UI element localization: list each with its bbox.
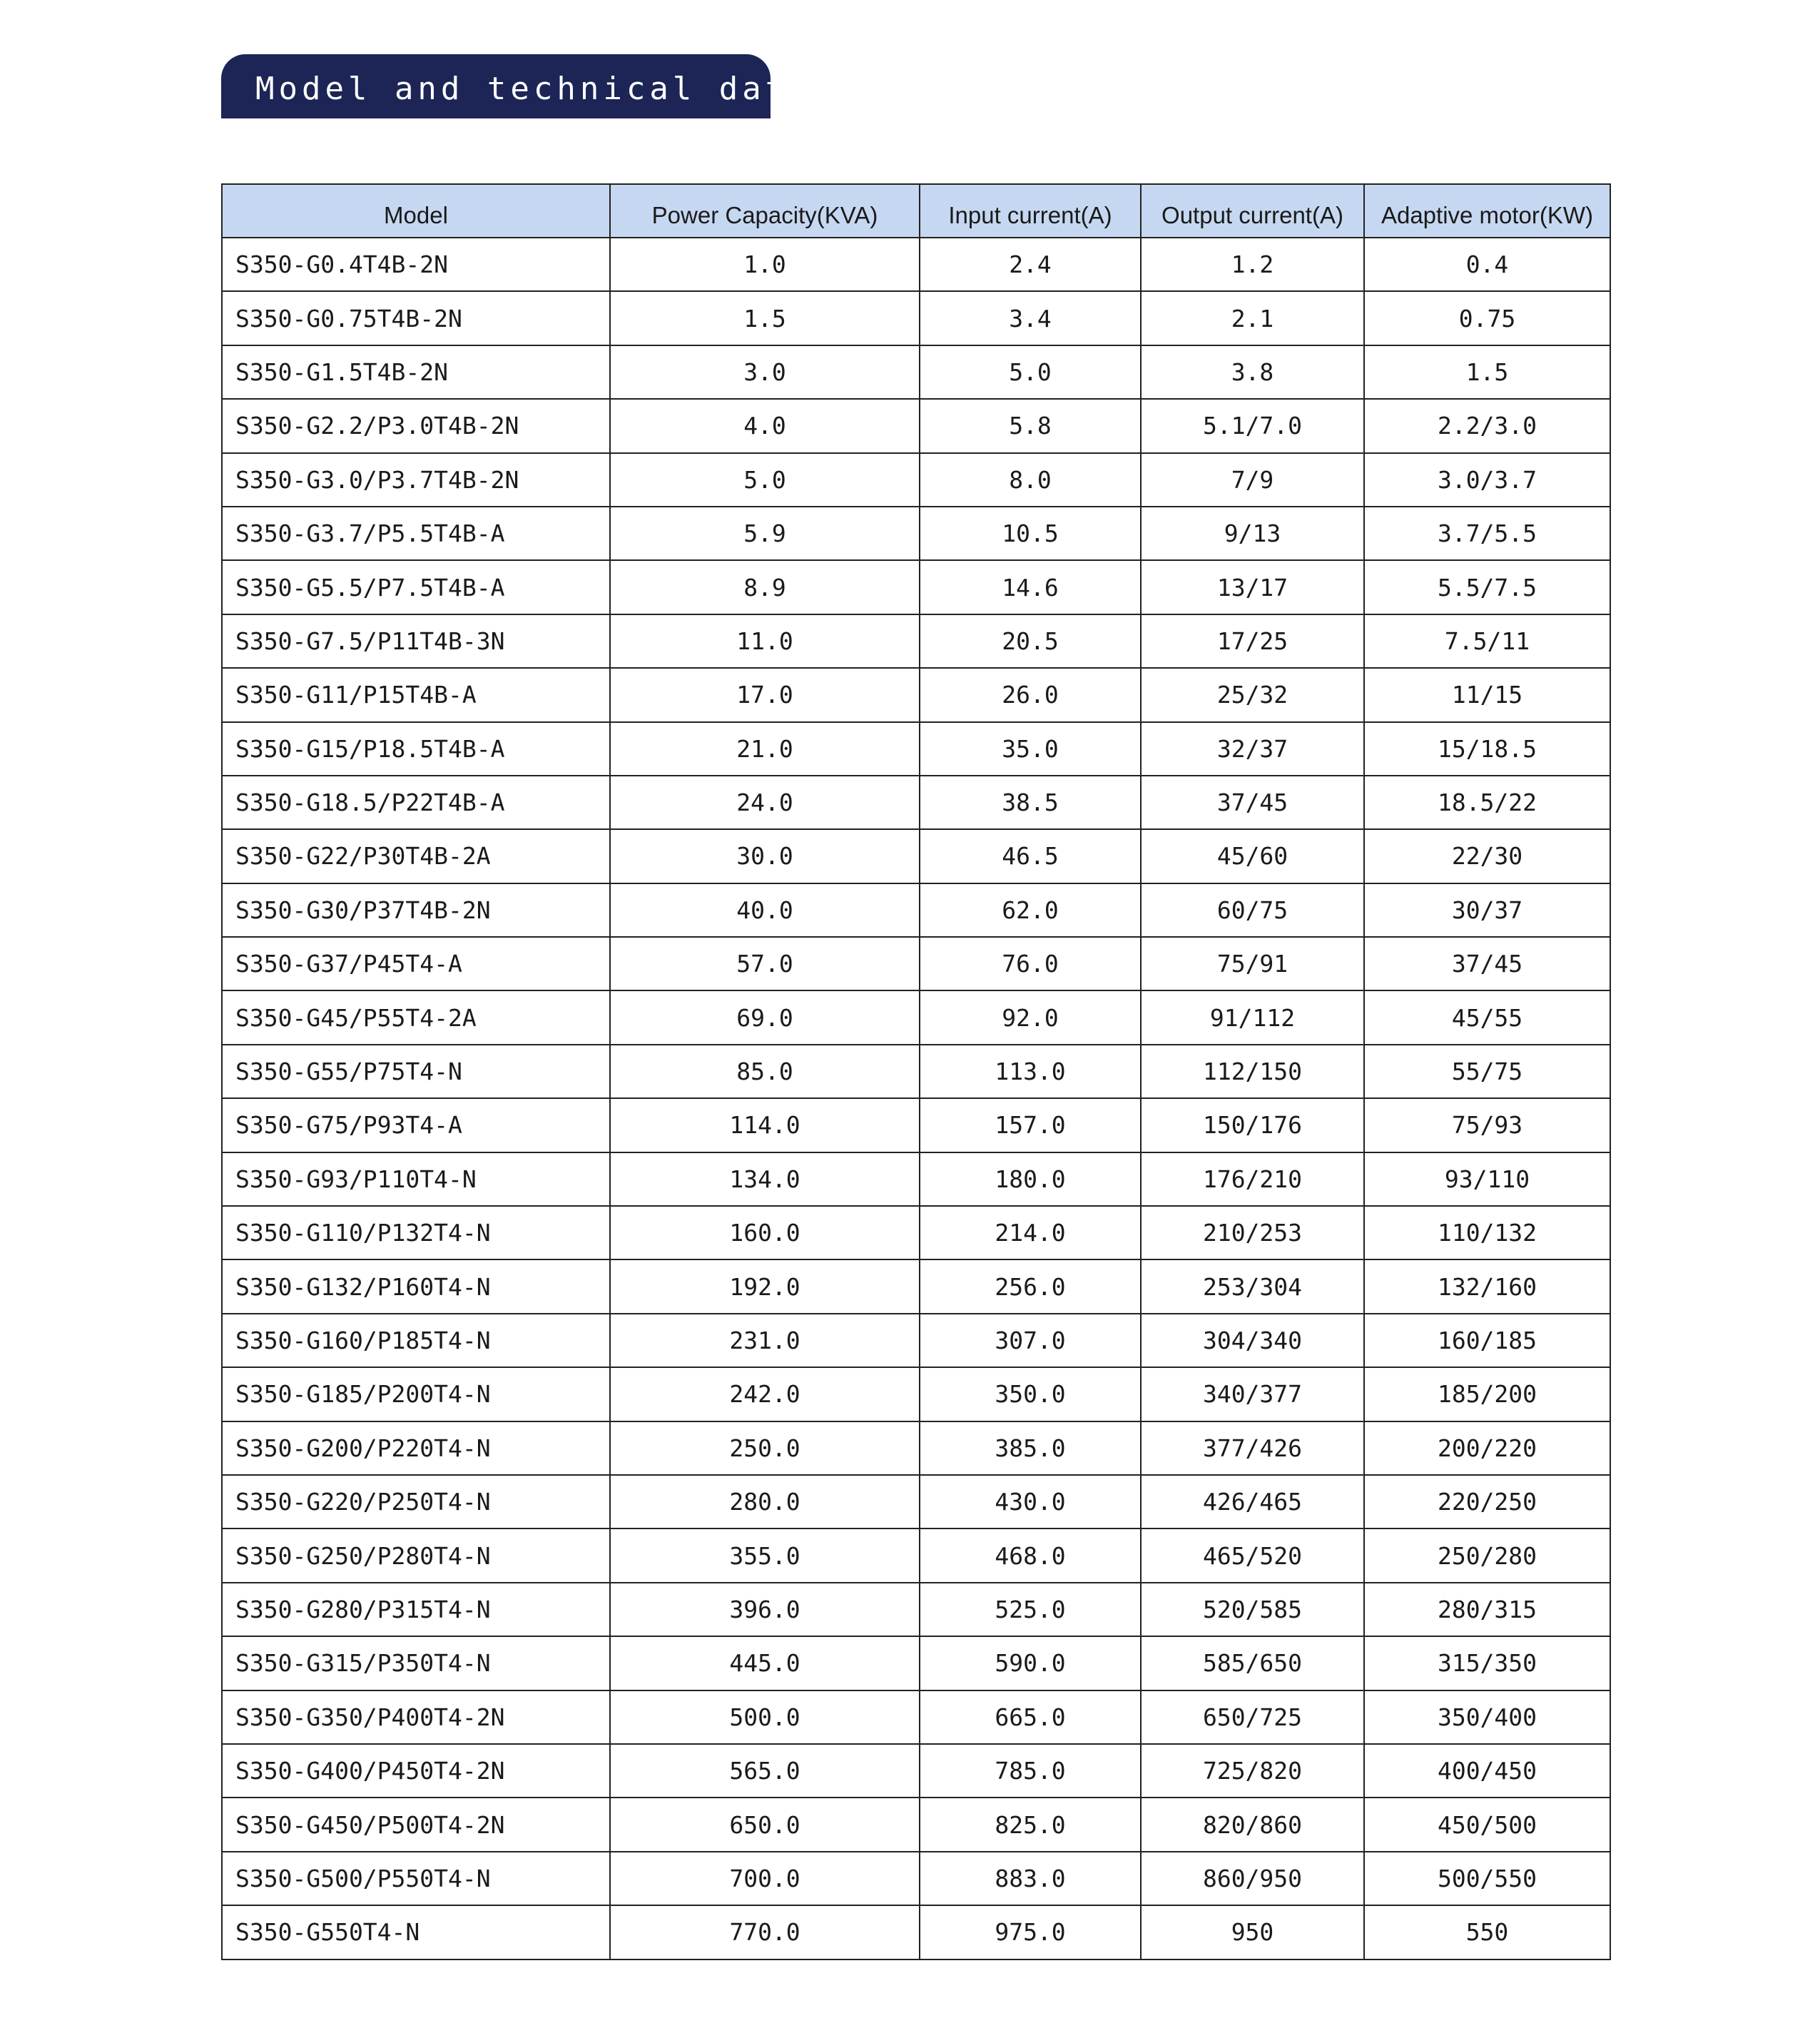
model-cell: S350-G550T4-N	[222, 1905, 610, 1959]
table-row	[222, 1367, 1610, 1421]
power-capacity-cell: 250.0	[610, 1421, 920, 1475]
technical-data-table	[221, 183, 1611, 1960]
output-current-cell: 650/725	[1141, 1690, 1364, 1744]
adaptive-motor-cell: 0.75	[1364, 291, 1610, 345]
input-current-cell: 180.0	[920, 1152, 1141, 1206]
input-current-cell: 307.0	[920, 1314, 1141, 1367]
table-row	[222, 722, 1610, 776]
input-current-cell: 157.0	[920, 1098, 1141, 1152]
model-cell: S350-G200/P220T4-N	[222, 1421, 610, 1475]
input-current-cell: 46.5	[920, 829, 1141, 883]
table-row	[222, 1852, 1610, 1905]
column-header-adaptive-motor: Adaptive motor(KW)	[1364, 184, 1610, 238]
input-current-cell: 35.0	[920, 722, 1141, 776]
output-current-cell: 5.1/7.0	[1141, 399, 1364, 452]
adaptive-motor-cell: 400/450	[1364, 1744, 1610, 1798]
power-capacity-cell: 114.0	[610, 1098, 920, 1152]
output-current-cell: 950	[1141, 1905, 1364, 1959]
model-cell: S350-G7.5/P11T4B-3N	[222, 614, 610, 668]
power-capacity-cell: 30.0	[610, 829, 920, 883]
input-current-cell: 8.0	[920, 453, 1141, 507]
adaptive-motor-cell: 3.7/5.5	[1364, 507, 1610, 560]
model-cell: S350-G75/P93T4-A	[222, 1098, 610, 1152]
power-capacity-cell: 700.0	[610, 1852, 920, 1905]
adaptive-motor-cell: 220/250	[1364, 1475, 1610, 1528]
adaptive-motor-cell: 0.4	[1364, 238, 1610, 291]
output-current-cell: 150/176	[1141, 1098, 1364, 1152]
input-current-cell: 26.0	[920, 668, 1141, 721]
adaptive-motor-cell: 22/30	[1364, 829, 1610, 883]
table-row	[222, 1528, 1610, 1582]
model-cell: S350-G185/P200T4-N	[222, 1367, 610, 1421]
output-current-cell: 2.1	[1141, 291, 1364, 345]
table-row	[222, 614, 1610, 668]
power-capacity-cell: 4.0	[610, 399, 920, 452]
output-current-cell: 75/91	[1141, 937, 1364, 990]
output-current-cell: 17/25	[1141, 614, 1364, 668]
power-capacity-cell: 17.0	[610, 668, 920, 721]
input-current-cell: 785.0	[920, 1744, 1141, 1798]
output-current-cell: 37/45	[1141, 776, 1364, 829]
power-capacity-cell: 21.0	[610, 722, 920, 776]
adaptive-motor-cell: 200/220	[1364, 1421, 1610, 1475]
column-header-model: Model	[222, 184, 610, 238]
adaptive-motor-cell: 350/400	[1364, 1690, 1610, 1744]
power-capacity-cell: 11.0	[610, 614, 920, 668]
model-cell: S350-G450/P500T4-2N	[222, 1798, 610, 1851]
adaptive-motor-cell: 315/350	[1364, 1636, 1610, 1690]
table-row	[222, 668, 1610, 721]
table-row	[222, 1152, 1610, 1206]
output-current-cell: 60/75	[1141, 883, 1364, 937]
power-capacity-cell: 69.0	[610, 990, 920, 1044]
output-current-cell: 1.2	[1141, 238, 1364, 291]
adaptive-motor-cell: 37/45	[1364, 937, 1610, 990]
input-current-cell: 2.4	[920, 238, 1141, 291]
power-capacity-cell: 134.0	[610, 1152, 920, 1206]
adaptive-motor-cell: 30/37	[1364, 883, 1610, 937]
power-capacity-cell: 500.0	[610, 1690, 920, 1744]
table-row	[222, 291, 1610, 345]
model-cell: S350-G5.5/P7.5T4B-A	[222, 560, 610, 614]
model-cell: S350-G3.0/P3.7T4B-2N	[222, 453, 610, 507]
input-current-cell: 214.0	[920, 1206, 1141, 1259]
table-row	[222, 1421, 1610, 1475]
model-cell: S350-G220/P250T4-N	[222, 1475, 610, 1528]
input-current-cell: 975.0	[920, 1905, 1141, 1959]
model-cell: S350-G250/P280T4-N	[222, 1528, 610, 1582]
output-current-cell: 725/820	[1141, 1744, 1364, 1798]
input-current-cell: 350.0	[920, 1367, 1141, 1421]
adaptive-motor-cell: 450/500	[1364, 1798, 1610, 1851]
column-header-output-current: Output current(A)	[1141, 184, 1364, 238]
power-capacity-cell: 40.0	[610, 883, 920, 937]
power-capacity-cell: 3.0	[610, 345, 920, 399]
power-capacity-cell: 1.5	[610, 291, 920, 345]
adaptive-motor-cell: 15/18.5	[1364, 722, 1610, 776]
model-cell: S350-G400/P450T4-2N	[222, 1744, 610, 1798]
output-current-cell: 13/17	[1141, 560, 1364, 614]
power-capacity-cell: 445.0	[610, 1636, 920, 1690]
output-current-cell: 32/37	[1141, 722, 1364, 776]
power-capacity-cell: 770.0	[610, 1905, 920, 1959]
output-current-cell: 253/304	[1141, 1259, 1364, 1313]
model-cell: S350-G18.5/P22T4B-A	[222, 776, 610, 829]
adaptive-motor-cell: 7.5/11	[1364, 614, 1610, 668]
input-current-cell: 5.0	[920, 345, 1141, 399]
adaptive-motor-cell: 550	[1364, 1905, 1610, 1959]
power-capacity-cell: 24.0	[610, 776, 920, 829]
table-row	[222, 990, 1610, 1044]
power-capacity-cell: 650.0	[610, 1798, 920, 1851]
input-current-cell: 14.6	[920, 560, 1141, 614]
output-current-cell: 9/13	[1141, 507, 1364, 560]
adaptive-motor-cell: 11/15	[1364, 668, 1610, 721]
power-capacity-cell: 192.0	[610, 1259, 920, 1313]
output-current-cell: 45/60	[1141, 829, 1364, 883]
table-row	[222, 1905, 1610, 1959]
adaptive-motor-cell: 55/75	[1364, 1045, 1610, 1098]
table-row	[222, 1744, 1610, 1798]
adaptive-motor-cell: 93/110	[1364, 1152, 1610, 1206]
power-capacity-cell: 5.9	[610, 507, 920, 560]
table-row	[222, 1798, 1610, 1851]
output-current-cell: 860/950	[1141, 1852, 1364, 1905]
power-capacity-cell: 1.0	[610, 238, 920, 291]
model-cell: S350-G22/P30T4B-2A	[222, 829, 610, 883]
output-current-cell: 426/465	[1141, 1475, 1364, 1528]
section-title-tab	[221, 54, 812, 118]
input-current-cell: 62.0	[920, 883, 1141, 937]
table-row	[222, 1206, 1610, 1259]
power-capacity-cell: 160.0	[610, 1206, 920, 1259]
table-row	[222, 1314, 1610, 1367]
model-cell: S350-G37/P45T4-A	[222, 937, 610, 990]
input-current-cell: 10.5	[920, 507, 1141, 560]
input-current-cell: 76.0	[920, 937, 1141, 990]
model-cell: S350-G55/P75T4-N	[222, 1045, 610, 1098]
input-current-cell: 113.0	[920, 1045, 1141, 1098]
table-row	[222, 1690, 1610, 1744]
table-header-row	[222, 184, 1610, 238]
input-current-cell: 883.0	[920, 1852, 1141, 1905]
table-row	[222, 345, 1610, 399]
column-header-input-current: Input current(A)	[920, 184, 1141, 238]
input-current-cell: 20.5	[920, 614, 1141, 668]
table-row	[222, 1475, 1610, 1528]
output-current-cell: 585/650	[1141, 1636, 1364, 1690]
power-capacity-cell: 8.9	[610, 560, 920, 614]
model-cell: S350-G0.75T4B-2N	[222, 291, 610, 345]
model-cell: S350-G93/P110T4-N	[222, 1152, 610, 1206]
output-current-cell: 25/32	[1141, 668, 1364, 721]
input-current-cell: 3.4	[920, 291, 1141, 345]
output-current-cell: 7/9	[1141, 453, 1364, 507]
table-row	[222, 829, 1610, 883]
model-cell: S350-G11/P15T4B-A	[222, 668, 610, 721]
output-current-cell: 176/210	[1141, 1152, 1364, 1206]
adaptive-motor-cell: 280/315	[1364, 1583, 1610, 1636]
output-current-cell: 3.8	[1141, 345, 1364, 399]
adaptive-motor-cell: 110/132	[1364, 1206, 1610, 1259]
model-cell: S350-G500/P550T4-N	[222, 1852, 610, 1905]
power-capacity-cell: 565.0	[610, 1744, 920, 1798]
adaptive-motor-cell: 75/93	[1364, 1098, 1610, 1152]
model-cell: S350-G30/P37T4B-2N	[222, 883, 610, 937]
output-current-cell: 520/585	[1141, 1583, 1364, 1636]
output-current-cell: 465/520	[1141, 1528, 1364, 1582]
model-cell: S350-G110/P132T4-N	[222, 1206, 610, 1259]
table-row	[222, 1583, 1610, 1636]
adaptive-motor-cell: 250/280	[1364, 1528, 1610, 1582]
model-cell: S350-G15/P18.5T4B-A	[222, 722, 610, 776]
input-current-cell: 92.0	[920, 990, 1141, 1044]
model-cell: S350-G2.2/P3.0T4B-2N	[222, 399, 610, 452]
input-current-cell: 38.5	[920, 776, 1141, 829]
adaptive-motor-cell: 5.5/7.5	[1364, 560, 1610, 614]
adaptive-motor-cell: 185/200	[1364, 1367, 1610, 1421]
input-current-cell: 665.0	[920, 1690, 1141, 1744]
power-capacity-cell: 280.0	[610, 1475, 920, 1528]
adaptive-motor-cell: 1.5	[1364, 345, 1610, 399]
table-row	[222, 1045, 1610, 1098]
table-row	[222, 1098, 1610, 1152]
output-current-cell: 91/112	[1141, 990, 1364, 1044]
input-current-cell: 385.0	[920, 1421, 1141, 1475]
model-cell: S350-G0.4T4B-2N	[222, 238, 610, 291]
model-cell: S350-G350/P400T4-2N	[222, 1690, 610, 1744]
power-capacity-cell: 85.0	[610, 1045, 920, 1098]
output-current-cell: 304/340	[1141, 1314, 1364, 1367]
power-capacity-cell: 231.0	[610, 1314, 920, 1367]
model-cell: S350-G132/P160T4-N	[222, 1259, 610, 1313]
table-row	[222, 776, 1610, 829]
model-cell: S350-G1.5T4B-2N	[222, 345, 610, 399]
output-current-cell: 210/253	[1141, 1206, 1364, 1259]
model-cell: S350-G45/P55T4-2A	[222, 990, 610, 1044]
table-row	[222, 507, 1610, 560]
input-current-cell: 5.8	[920, 399, 1141, 452]
output-current-cell: 820/860	[1141, 1798, 1364, 1851]
table-row	[222, 937, 1610, 990]
table-row	[222, 883, 1610, 937]
table-row	[222, 1259, 1610, 1313]
input-current-cell: 525.0	[920, 1583, 1141, 1636]
input-current-cell: 256.0	[920, 1259, 1141, 1313]
input-current-cell: 430.0	[920, 1475, 1141, 1528]
column-header-power-capacity: Power Capacity(KVA)	[610, 184, 920, 238]
table-row	[222, 560, 1610, 614]
model-cell: S350-G3.7/P5.5T4B-A	[222, 507, 610, 560]
input-current-cell: 468.0	[920, 1528, 1141, 1582]
output-current-cell: 112/150	[1141, 1045, 1364, 1098]
table-row	[222, 399, 1610, 452]
power-capacity-cell: 242.0	[610, 1367, 920, 1421]
power-capacity-cell: 5.0	[610, 453, 920, 507]
power-capacity-cell: 57.0	[610, 937, 920, 990]
table-row	[222, 238, 1610, 291]
output-current-cell: 377/426	[1141, 1421, 1364, 1475]
input-current-cell: 825.0	[920, 1798, 1141, 1851]
table-row	[222, 1636, 1610, 1690]
table-row	[222, 453, 1610, 507]
power-capacity-cell: 355.0	[610, 1528, 920, 1582]
power-capacity-cell: 396.0	[610, 1583, 920, 1636]
model-cell: S350-G280/P315T4-N	[222, 1583, 610, 1636]
output-current-cell: 340/377	[1141, 1367, 1364, 1421]
adaptive-motor-cell: 45/55	[1364, 990, 1610, 1044]
model-cell: S350-G315/P350T4-N	[222, 1636, 610, 1690]
input-current-cell: 590.0	[920, 1636, 1141, 1690]
adaptive-motor-cell: 500/550	[1364, 1852, 1610, 1905]
page-title: Model and technical data	[255, 70, 812, 107]
adaptive-motor-cell: 3.0/3.7	[1364, 453, 1610, 507]
adaptive-motor-cell: 160/185	[1364, 1314, 1610, 1367]
adaptive-motor-cell: 2.2/3.0	[1364, 399, 1610, 452]
model-cell: S350-G160/P185T4-N	[222, 1314, 610, 1367]
adaptive-motor-cell: 132/160	[1364, 1259, 1610, 1313]
adaptive-motor-cell: 18.5/22	[1364, 776, 1610, 829]
table-body	[222, 238, 1610, 1960]
